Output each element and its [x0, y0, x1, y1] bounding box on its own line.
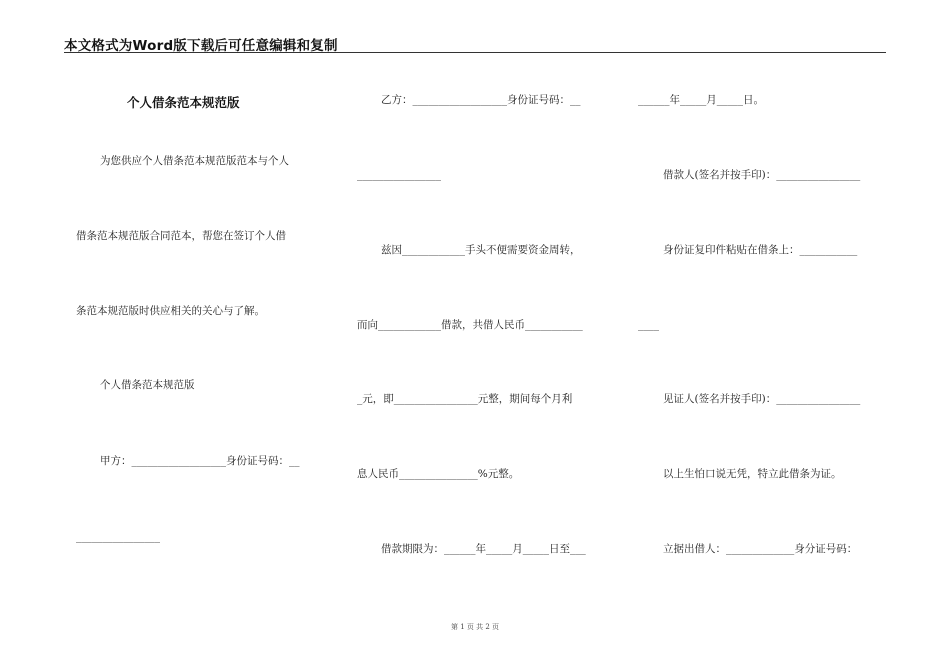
closing-statement-line: 以上生怕口说无凭，特立此借条为证。: [663, 468, 842, 480]
reason-line: 兹因____________手头不便需要资金周转，: [381, 244, 581, 256]
loan-term-line: 借款期限为：______年_____月_____日至___: [381, 543, 586, 555]
header-divider: [64, 52, 886, 53]
section-subtitle: 个人借条范本规范版: [100, 379, 195, 391]
lender-line: 立据出借人：_____________身分证号码：: [663, 543, 858, 555]
intro-line-3: 条范本规范版时供应相关的关心与了解。: [76, 305, 265, 317]
document-header: 本文格式为Word版下载后可任意编辑和复制: [64, 38, 338, 54]
intro-line-2: 借条范本规范版合同范本，帮您在签订个人借: [76, 230, 286, 242]
id-copy-blank-line: ____: [638, 319, 659, 331]
borrow-amount-line: 而向____________借款，共借人民币___________: [357, 319, 583, 331]
id-copy-line: 身份证复印件粘贴在借条上：___________: [663, 244, 858, 256]
document-title: 个人借条范本规范版: [127, 95, 240, 110]
party-a-line: 甲方：__________________身份证号码：__: [100, 455, 300, 467]
party-b-line: 乙方：__________________身份证号码：__: [381, 94, 581, 106]
borrower-signature-line: 借款人(签名并按手印)：________________: [663, 169, 861, 181]
party-a-blank-line: ________________: [76, 531, 160, 543]
party-b-blank-line: ________________: [357, 169, 441, 181]
page-number: 第 1 页 共 2 页: [450, 623, 500, 631]
amount-words-line: _元，即________________元整，期间每个月利: [357, 393, 573, 405]
loan-end-date-line: ______年_____月_____日。: [638, 94, 764, 106]
intro-line-1: 为您供应个人借条范本规范版范本与个人: [100, 155, 289, 167]
witness-signature-line: 见证人(签名并按手印)：________________: [663, 393, 861, 405]
interest-line: 息人民币_______________%元整。: [357, 468, 520, 480]
